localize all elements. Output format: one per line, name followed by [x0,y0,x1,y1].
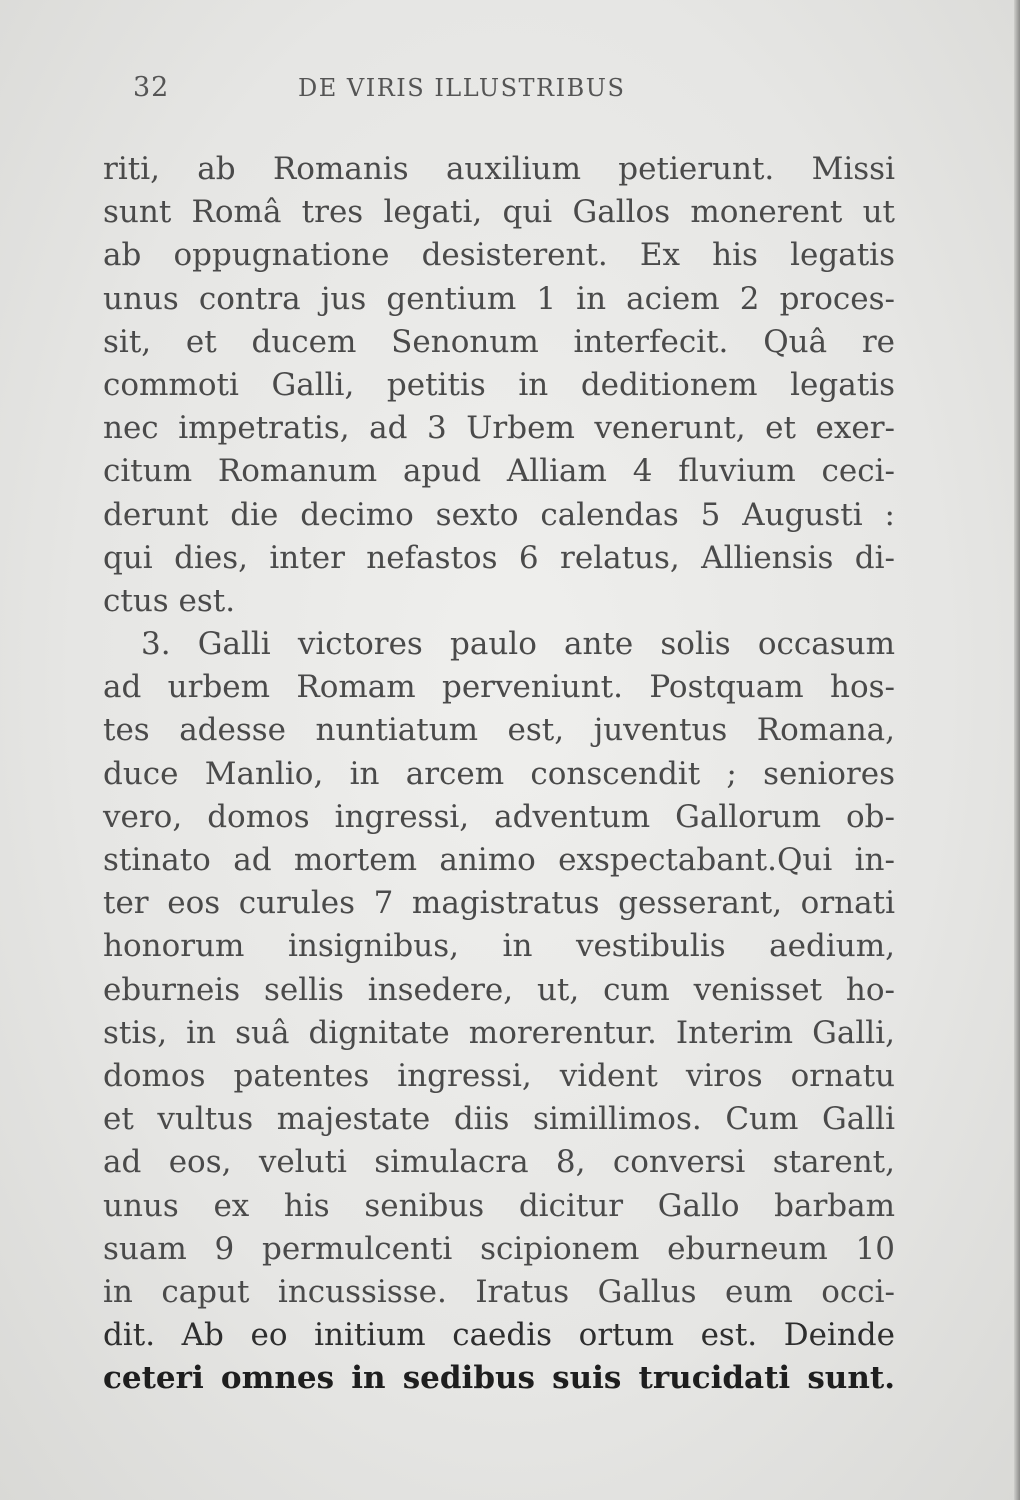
text-line: sunt Româ tres legati, qui Gallos monerent ut [103,194,895,231]
text-line: riti, ab Romanis auxilium petierunt. Missi [103,151,895,187]
text-line: dit. Ab eo initium caedis ortum est. Deinde [103,1317,895,1354]
page-number: 32 [133,72,170,103]
text-line: unus ex his senibus dicitur Gallo barbam [103,1187,895,1224]
text-line: commoti Galli, petitis in deditionem legatis [103,366,895,403]
text-line: unus contra jus gentium 1 in aciem 2 proces- [103,280,895,317]
text-line: ceteri omnes in sedibus suis trucidati sunt. [103,1360,895,1397]
text-line: ab oppugnatione desisterent. Ex his legatis [103,237,895,274]
page-header [133,72,703,112]
text-line: ad urbem Romam perveniunt. Postquam hos- [103,669,895,706]
text-line: ctus est. [103,582,236,619]
text-line: duce Manlio, in arcem conscendit ; seniores [103,755,895,792]
text-line: stinato ad mortem animo exspectabant.Qui in- [103,842,895,878]
text-line: derunt die decimo sexto calendas 5 Augusti : [103,496,895,533]
text-line: domos patentes ingressi, vident viros ornatu [103,1057,895,1094]
text-line: in caput incussisse. Iratus Gallus eum occi- [103,1273,895,1310]
text-line: sit, et ducem Senonum interfecit. Quâ re [103,323,895,360]
body-text [103,148,895,1400]
text-line: eburneis sellis insedere, ut, cum venisset ho- [103,971,895,1008]
text-line: ter eos curules 7 magistratus gesserant, ornati [103,885,895,922]
text-line: suam 9 permulcenti scipionem eburneum 10 [103,1230,895,1267]
text-line: vero, domos ingressi, adventum Gallorum ob- [103,798,895,835]
paragraph-start-line: 3. Galli victores paulo ante solis occasum [141,626,895,663]
running-head: DE VIRIS ILLUSTRIBUS [298,74,626,102]
text-line: et vultus majestate diis simillimos. Cum Galli [103,1101,895,1138]
text-line: tes adesse nuntiatum est, juventus Romana, [103,712,895,749]
text-line: stis, in suâ dignitate morerentur. Interim Galli, [103,1014,895,1051]
page-edge [1014,0,1020,1500]
text-line: honorum insignibus, in vestibulis aedium, [103,928,895,965]
text-line: ad eos, veluti simulacra 8, conversi starent, [103,1144,895,1181]
text-line: nec impetratis, ad 3 Urbem venerunt, et exer- [103,410,895,447]
text-line: qui dies, inter nefastos 6 relatus, Alliensis di- [103,539,895,576]
text-line: citum Romanum apud Alliam 4 fluvium ceci- [103,453,895,490]
